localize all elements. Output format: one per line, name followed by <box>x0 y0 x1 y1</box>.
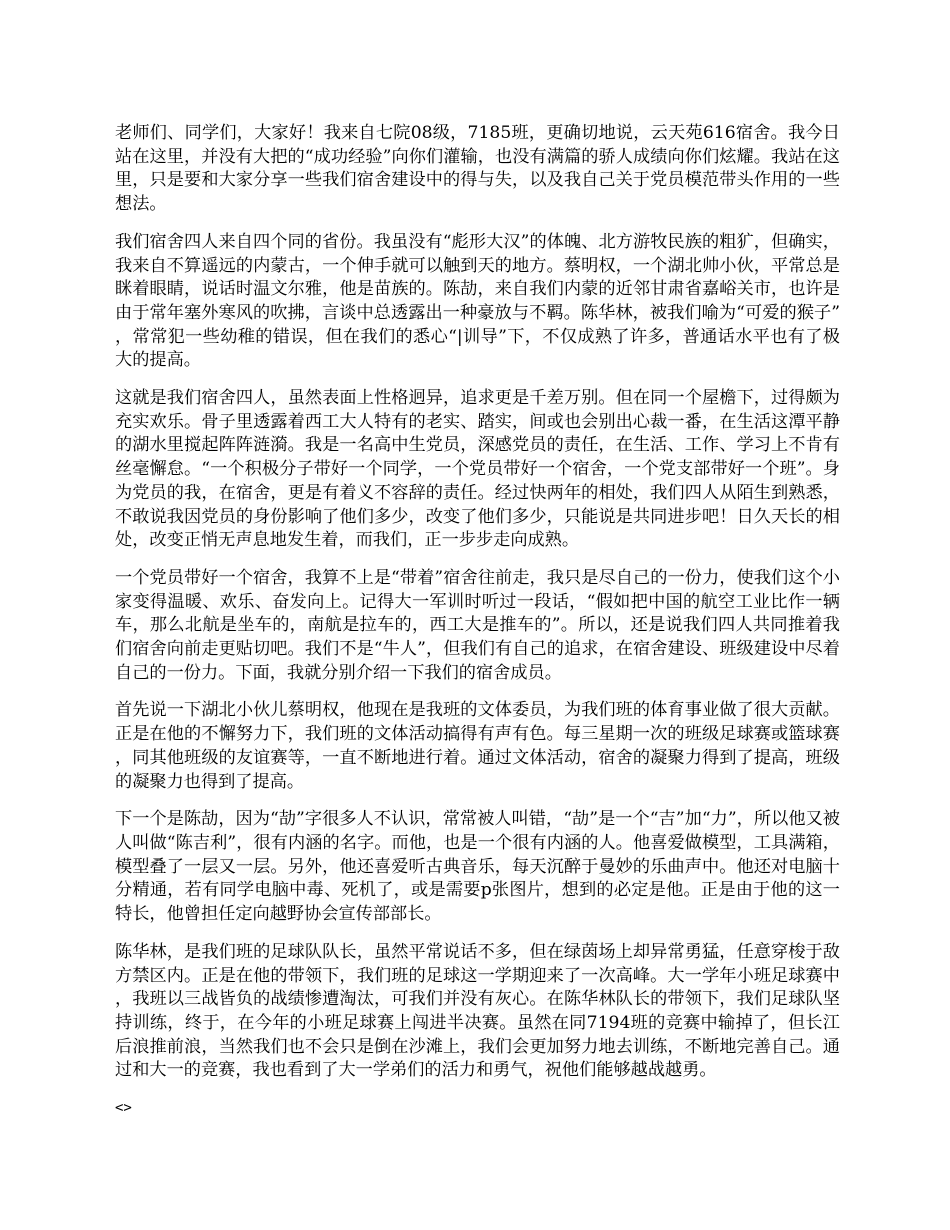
paragraph-cai-mingquan: 首先说一下湖北小伙儿蔡明权，他现在是我班的文体委员，为我们班的体育事业做了很大贡献。正是在他的不懈努力下，我们班的文体活动搞得有声有色。每三星期一次的班级足球赛或篮球赛，同其他班级的友谊赛等，一直不断地进行着。通过文体活动，宿舍的凝聚力得到了提高，班级的凝聚力也得到了提高。 <box>115 700 840 792</box>
paragraph-chen-jie: 下一个是陈劼，因为“劼”字很多人不认识，常常被人叫错，“劼”是一个“吉”加“力”，所以他又被人叫做“陈吉利”，很有内涵的名字。而他，也是一个很有内涵的人。他喜爱做模型，工具满箱，模型叠了一层又一层。另外，他还喜爱听古典音乐，每天沉醉于曼妙的乐曲声中。他还对电脑十分精通，若有同学电脑中毒、死机了，或是需要p张图片，想到的必定是他。正是由于他的这一特长，他曾担任定向越野协会宣传部部长。 <box>115 809 840 925</box>
document-body <box>115 122 840 1135</box>
paragraph-dorm-life: 这就是我们宿舍四人，虽然表面上性格迥异，追求更是千差万别。但在同一个屋檐下，过得颇为充实欢乐。骨子里透露着西工大人特有的老实、踏实，间或也会别出心裁一番，在生活这潭平静的湖水里搅起阵阵涟漪。我是一名高中生党员，深感党员的责任，在生活、工作、学习上不肯有丝毫懈怠。“一个积极分子带好一个同学，一个党员带好一个宿舍，一个党支部带好一个班”。身为党员的我，在宿舍，更是有着义不容辞的责任。经过快两年的相处，我们四人从陌生到熟悉，不敢说我因党员的身份影响了他们多少，改变了他们多少，只能说是共同进步吧！日久天长的相处，改变正悄无声息地发生着，而我们，正一步步走向成熟。 <box>115 388 840 551</box>
paragraph-intro: 老师们、同学们，大家好！我来自七院08级，7185班，更确切地说，云天苑616宿舍。我今日站在这里，并没有大把的“成功经验”向你们灌输，也没有满篇的骄人成绩向你们炫耀。我站在这里，只是要和大家分享一些我们宿舍建设中的得与失，以及我自己关于党员模范带头作用的一些想法。 <box>115 123 840 215</box>
end-marker: <> <box>115 1100 132 1117</box>
paragraph-party-member: 一个党员带好一个宿舍，我算不上是“带着”宿舍往前走，我只是尽自己的一份力，使我们这个小家变得温暖、欢乐、奋发向上。记得大一军训时听过一段话，“假如把中国的航空工业比作一辆车，那么北航是坐车的，南航是拉车的，西工大是推车的”。所以，还是说我们四人共同推着我们宿舍向前走更贴切吧。我们不是“牛人”，但我们有自己的追求，在宿舍建设、班级建设中尽着自己的一份力。下面，我就分别介绍一下我们的宿舍成员。 <box>115 567 840 683</box>
paragraph-roommates: 我们宿舍四人来自四个同的省份。我虽没有“彪形大汉”的体魄、北方游牧民族的粗犷，但确实，我来自不算遥远的内蒙古，一个伸手就可以触到天的地方。蔡明权，一个湖北帅小伙，平常总是眯着眼睛，说话时温文尔雅，他是苗族的。陈劼，来自我们内蒙的近邻甘肃省嘉峪关市，也许是由于常年塞外寒风的吹拂，言谈中总透露出一种豪放与不羁。陈华林，被我们喻为“可爱的猴子”，常常犯一些幼稚的错误，但在我们的悉心“|训导”下，不仅成熟了许多，普通话水平也有了极大的提高。 <box>115 231 840 371</box>
paragraph-chen-hualin: 陈华林，是我们班的足球队队长，虽然平常说话不多，但在绿茵场上却异常勇猛，任意穿梭于敌方禁区内。正是在他的带领下，我们班的足球这一学期迎来了一次高峰。大一学年小班足球赛中，我班以三战皆负的战绩惨遭淘汰，可我们并没有灰心。在陈华林队长的带领下，我们足球队坚持训练，终于，在今年的小班足球赛上闯进半决赛。虽然在同7194班的竞赛中输掉了，但长江后浪推前浪，当然我们也不会只是倒在沙滩上，我们会更加努力地去训练，不断地完善自己。通过和大一的竞赛，我也看到了大一学弟们的活力和勇气，祝他们能够越战越勇。 <box>115 941 840 1081</box>
